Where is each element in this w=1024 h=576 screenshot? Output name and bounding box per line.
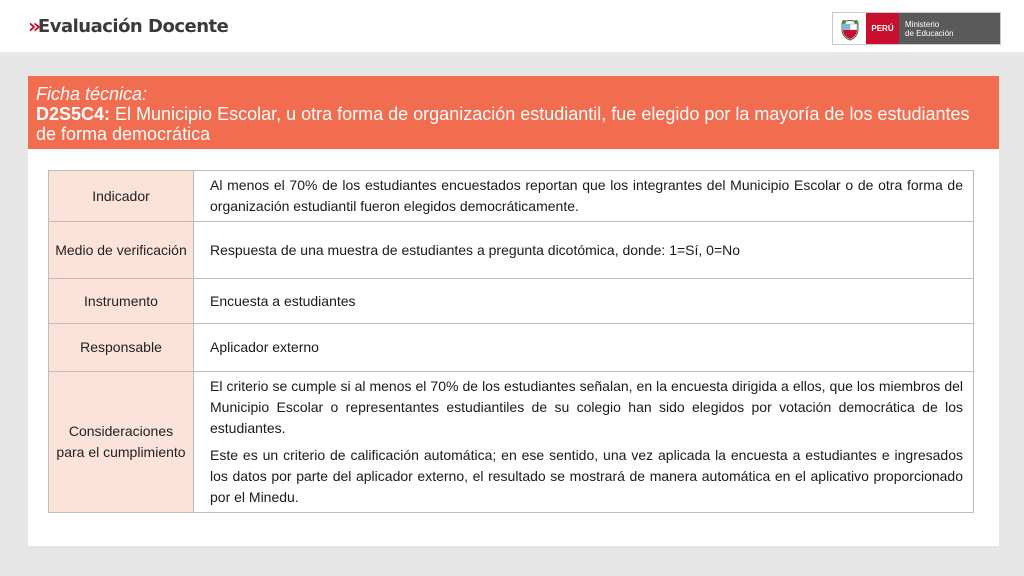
row-label: Medio de verificación (49, 222, 194, 279)
banner-subtitle: Ficha técnica: (36, 84, 148, 104)
row-value (194, 279, 974, 324)
row-value (194, 222, 974, 279)
peru-label: PERÚ (866, 13, 899, 44)
brand-chevrons-icon: » (28, 14, 37, 38)
row-paragraph: Respuesta de una muestra de estudiantes a pregunta dicotómica, donde: 1=Sí, 0=No (210, 241, 741, 258)
technical-sheet-table (48, 170, 974, 513)
table-row (49, 222, 974, 279)
top-header (0, 0, 1024, 52)
ministry-name (899, 13, 1000, 44)
table-row (49, 324, 974, 372)
row-paragraph: Encuesta a estudiantes (210, 292, 356, 309)
table-row (49, 171, 974, 222)
row-paragraph: El criterio se cumple si al menos el 70% de los estudiantes señalan, en la encuesta dirigida a ellos, que los miembros del Municipio Escolar o representantes estudiantiles de su colegio han sido elegidos por votación democrática de los estudiantes. (210, 378, 963, 436)
row-value (194, 324, 974, 372)
brand-title: Evaluación Docente (37, 15, 229, 37)
ministry-logo (832, 12, 1001, 45)
ministry-line-1: Ministerio (905, 19, 940, 29)
row-paragraph: Este es un criterio de calificación automática; en ese sentido, una vez aplicada la encuesta a estudiantes e ingresados los datos por parte del aplicador externo, el resultado se mostrará de manera automática en el aplicativo proporcionado por el Minedu. (210, 447, 963, 505)
row-label: Consideraciones para el cumplimiento (49, 372, 194, 513)
table-row (49, 372, 974, 513)
table-row (49, 279, 974, 324)
row-paragraph: Al menos el 70% de los estudiantes encuestados reportan que los integrantes del Municipio Escolar o de otra forma de organización estudiantil fueron elegidos democráticamente. (210, 177, 963, 214)
content-panel (28, 76, 999, 546)
brand-logo (28, 14, 228, 38)
row-paragraph: Aplicador externo (210, 339, 319, 355)
row-label: Responsable (49, 324, 194, 372)
row-label: Instrumento (49, 279, 194, 324)
criterion-title: El Municipio Escolar, u otra forma de organización estudiantil, fue elegido por la mayoría de los estudiantes de forma democrática (36, 104, 970, 144)
criterion-code: D2S5C4: (36, 104, 111, 124)
coat-of-arms-icon (833, 13, 866, 44)
row-label: Indicador (49, 171, 194, 222)
row-value (194, 171, 974, 222)
title-banner (28, 76, 999, 149)
banner-heading (36, 104, 970, 144)
ministry-line-2: de Educación (905, 28, 954, 38)
row-value (194, 372, 974, 513)
